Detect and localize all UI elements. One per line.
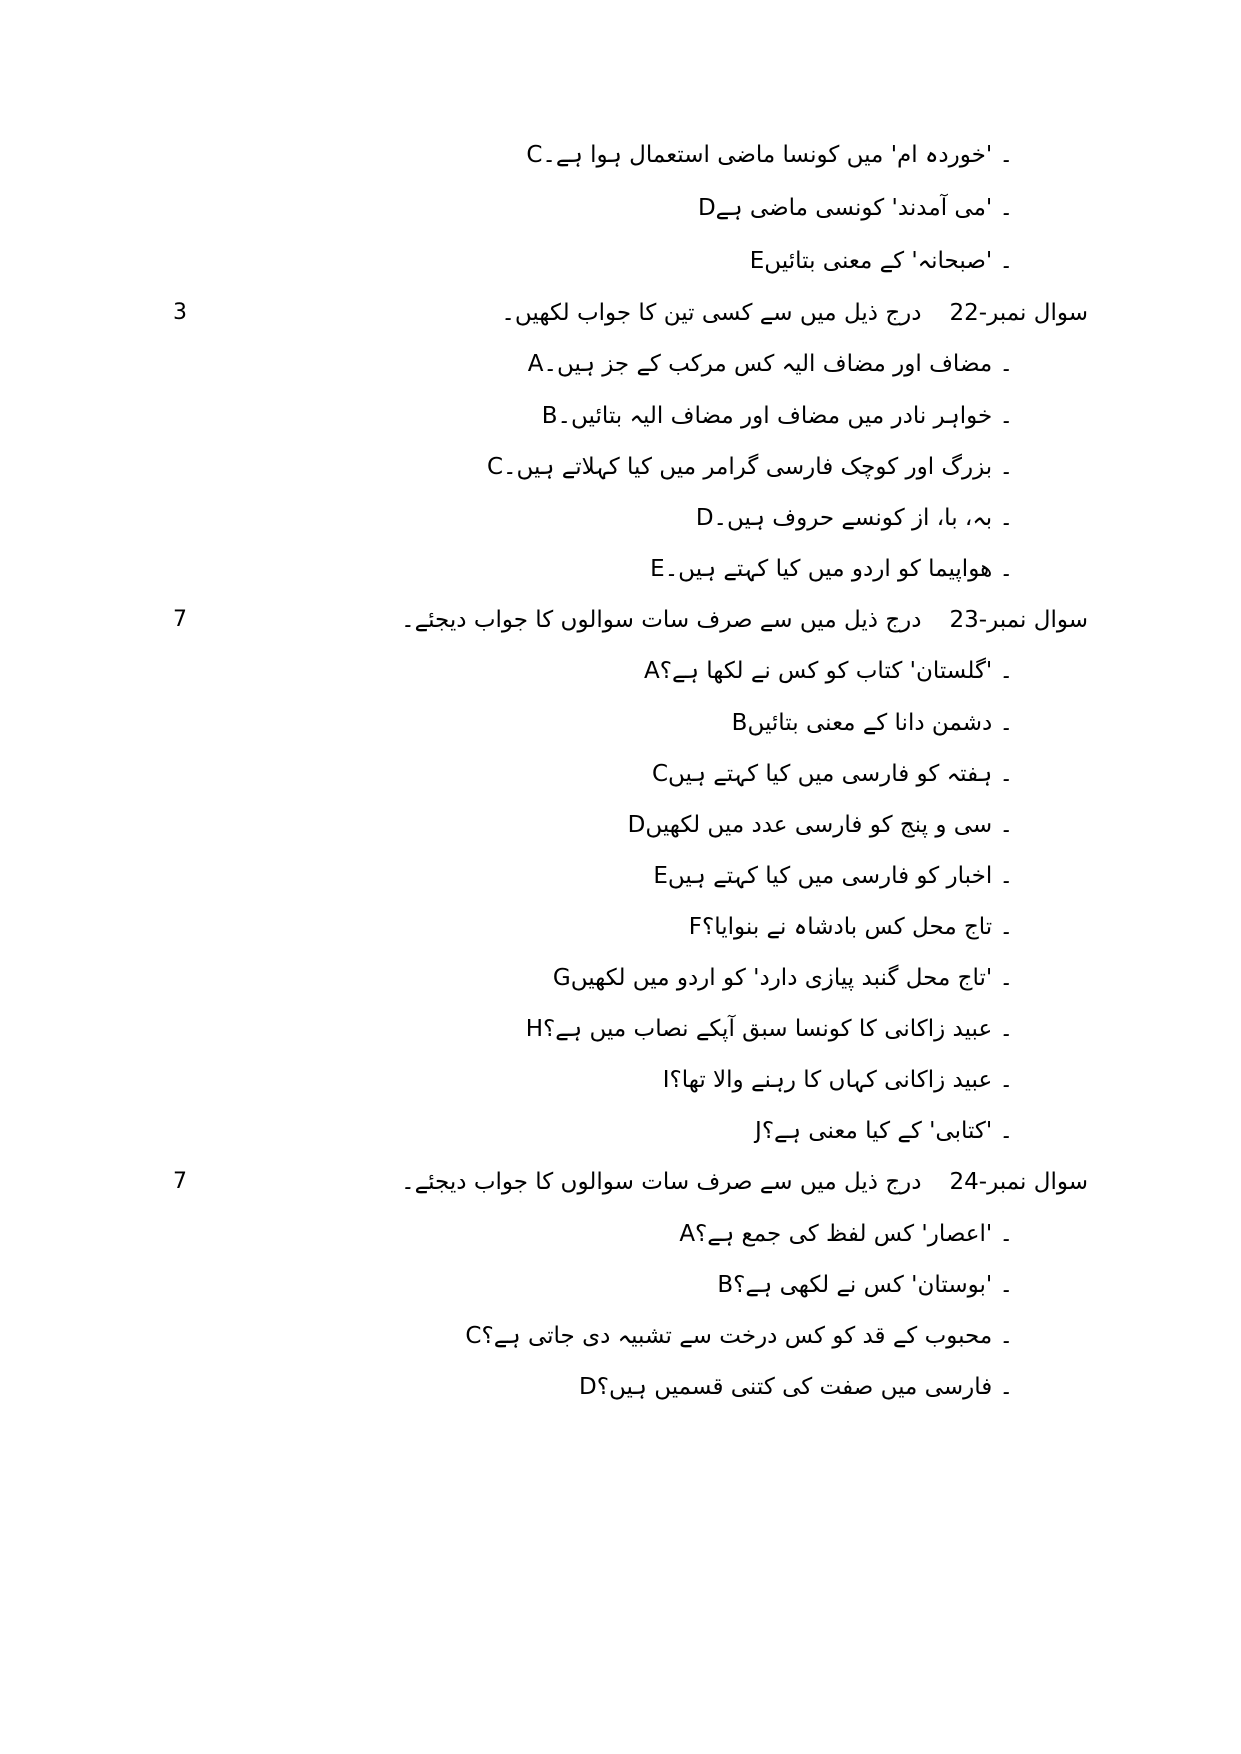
item-letter: D — [697, 195, 716, 221]
question-item — [750, 243, 1013, 279]
item-letter: E — [653, 863, 668, 889]
item-text: ۔ عبید زاکانی کہاں کا رہنے والا تھا؟ — [669, 1067, 1013, 1093]
item-text: ۔ 'بوستان' کس نے لکھی ہے؟ — [733, 1272, 1013, 1298]
item-text: ۔ محبوب کے قد کو کس درخت سے تشبیہ دی جاتی ہے؟ — [481, 1323, 1013, 1349]
question-item — [528, 346, 1013, 382]
item-letter: B — [731, 710, 748, 736]
question-item — [652, 756, 1013, 792]
item-text: ۔ 'تاج محل گنبد پیازی دارد' کو اردو میں لکھیں — [570, 965, 1013, 991]
question-item — [526, 137, 1013, 173]
item-letter: C — [651, 761, 668, 787]
question-item — [487, 449, 1013, 485]
item-letter: C — [526, 142, 543, 168]
question-header — [401, 602, 1088, 638]
item-letter: C — [465, 1323, 482, 1349]
item-text: ۔ عبید زاکانی کا کونسا سبق آپکے نصاب میں ہے؟ — [543, 1016, 1013, 1042]
question-marks: 7 — [173, 607, 187, 632]
item-letter: D — [695, 505, 714, 531]
item-text: ۔ سی و پنج کو فارسی عدد میں لکھیں — [645, 812, 1013, 838]
item-text: ۔ دشمن دانا کے معنی بتائیں — [747, 710, 1013, 736]
item-letter: D — [627, 812, 646, 838]
item-letter: J — [755, 1118, 762, 1144]
question-label: سوال نمبر- — [978, 300, 1088, 326]
question-number: 22 — [949, 300, 979, 326]
item-letter: B — [717, 1272, 734, 1298]
question-item — [644, 653, 1013, 689]
question-item — [650, 551, 1013, 587]
question-header — [401, 1164, 1088, 1200]
item-text: ۔ ہفتہ کو فارسی میں کیا کہتے ہیں — [668, 761, 1013, 787]
item-letter: A — [644, 658, 660, 684]
question-label: سوال نمبر- — [978, 607, 1088, 633]
question-number: 23 — [949, 607, 979, 633]
item-letter: B — [541, 403, 558, 429]
item-text: ۔ 'می آمدند' کونسی ماضی ہے — [715, 195, 1013, 221]
question-instruction: درج ذیل میں سے صرف سات سوالوں کا جواب دیجئے۔ — [401, 607, 922, 633]
question-instruction: درج ذیل میں سے کسی تین کا جواب لکھیں۔ — [501, 300, 922, 326]
question-item — [526, 1011, 1013, 1047]
question-header — [501, 295, 1088, 331]
question-instruction: درج ذیل میں سے صرف سات سوالوں کا جواب دیجئے۔ — [401, 1169, 922, 1195]
question-label: سوال نمبر- — [978, 1169, 1088, 1195]
item-letter: A — [527, 351, 544, 377]
item-text: ۔ 'صبحانہ' کے معنی بتائیں — [764, 248, 1013, 274]
question-item — [679, 1216, 1013, 1252]
question-marks: 3 — [173, 300, 187, 325]
item-letter: C — [486, 454, 503, 480]
item-letter: I — [662, 1067, 670, 1093]
item-text: ۔ 'خوردہ ام' میں کونسا ماضی استعمال ہوا ہے۔ — [542, 142, 1013, 168]
question-item — [698, 190, 1013, 226]
question-item — [628, 807, 1013, 843]
item-text: ۔ تاج محل کس بادشاہ نے بنوایا؟ — [702, 914, 1013, 940]
item-letter: D — [579, 1374, 597, 1400]
question-item — [755, 1113, 1013, 1149]
item-text: ۔ خواہر نادر میں مضاف اور مضاف الیہ بتائیں۔ — [557, 403, 1013, 429]
item-letter: G — [552, 965, 571, 991]
item-text: ۔ بزرگ اور کوچک فارسی گرامر میں کیا کہلاتے ہیں۔ — [503, 454, 1013, 480]
question-item — [689, 909, 1013, 945]
question-item — [732, 705, 1013, 741]
item-text: ۔ ھواپیما کو اردو میں کیا کہتے ہیں۔ — [664, 556, 1013, 582]
item-letter: E — [650, 556, 665, 582]
question-item — [542, 398, 1013, 434]
item-letter: A — [679, 1221, 696, 1247]
question-item — [465, 1318, 1013, 1354]
item-text: ۔ فارسی میں صفت کی کتنی قسمیں ہیں؟ — [596, 1374, 1013, 1400]
question-item — [717, 1267, 1013, 1303]
item-text: ۔ مضاف اور مضاف الیہ کس مرکب کے جز ہیں۔ — [543, 351, 1013, 377]
item-text: ۔ 'اعصار' کس لفظ کی جمع ہے؟ — [695, 1221, 1013, 1247]
question-item — [663, 1062, 1013, 1098]
question-number: 24 — [949, 1169, 979, 1195]
item-text: ۔ 'گلستان' کتاب کو کس نے لکھا ہے؟ — [659, 658, 1013, 684]
item-text: ۔ 'کتابی' کے کیا معنی ہے؟ — [761, 1118, 1013, 1144]
question-item — [553, 960, 1013, 996]
item-letter: F — [688, 914, 703, 940]
question-marks: 7 — [173, 1169, 187, 1194]
item-text: ۔ بہ، با، از کونسے حروف ہیں۔ — [713, 505, 1013, 531]
item-letter: H — [525, 1016, 543, 1042]
item-text: ۔ اخبار کو فارسی میں کیا کہتے ہیں — [667, 863, 1013, 889]
item-letter: E — [749, 248, 765, 274]
question-item — [696, 500, 1013, 536]
question-item — [653, 858, 1013, 894]
question-item — [579, 1369, 1013, 1405]
